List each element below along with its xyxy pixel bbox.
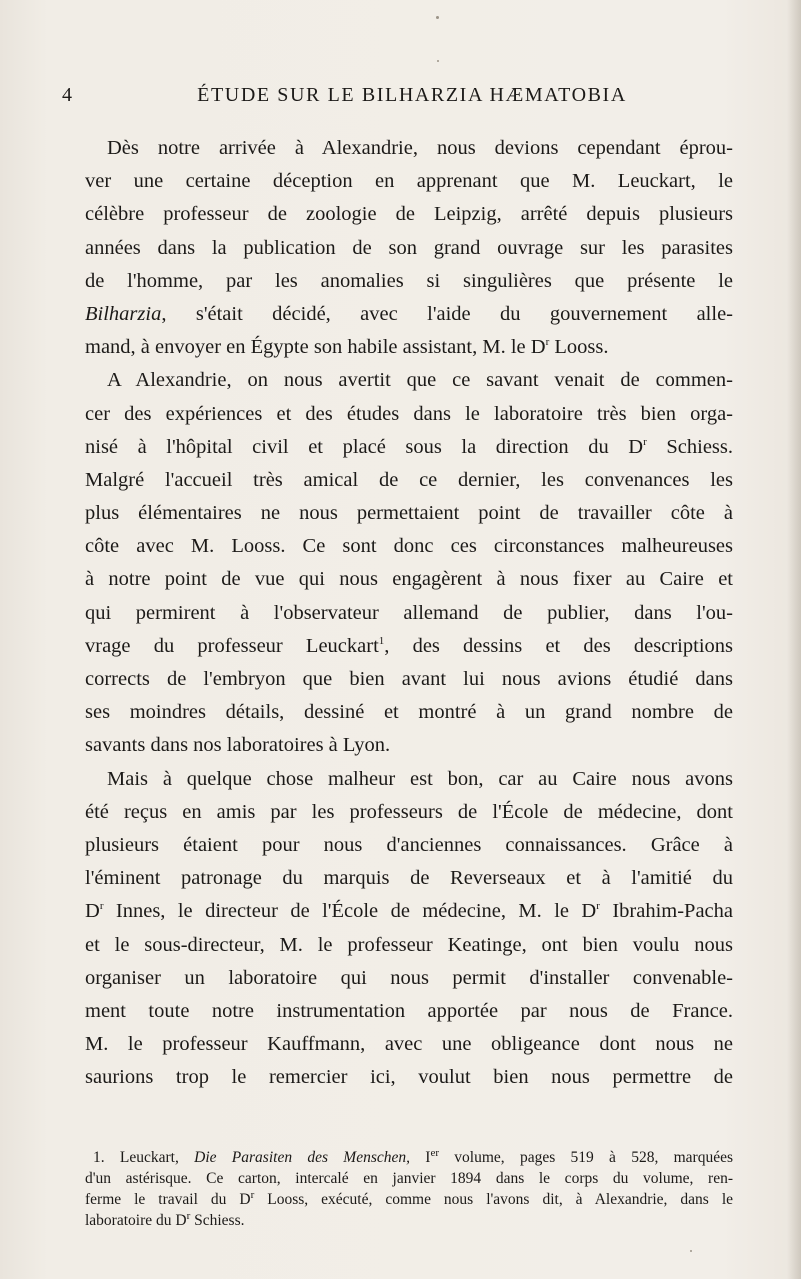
text-line: corrects de l'embryon que bien avant lui nous avions étudié dans: [85, 668, 733, 690]
footnote-line: [85, 1147, 733, 1168]
superscript: er: [430, 1146, 440, 1159]
superscript: r: [596, 900, 600, 913]
body-text: [85, 132, 733, 1094]
text-line: saurions trop le remercier ici, voulut bien nous permettre de: [85, 1066, 733, 1089]
text-line: Dès notre arrivée à Alexandrie, nous devions cependant éprou-: [107, 137, 733, 159]
superscript: r: [643, 435, 647, 448]
text-line: organiser un laboratoire qui nous permit d'installer convenable-: [85, 966, 733, 989]
text-fragment: mand, à envoyer en Égypte son habile assistant, M. le D: [85, 336, 546, 359]
text-line: Malgré l'accueil très amical de ce dernier, les convenances les: [85, 468, 733, 491]
text-fragment: Schiess.: [646, 435, 733, 458]
running-title: ÉTUDE SUR LE BILHARZIA HÆMATOBIA: [197, 84, 627, 106]
text-line: l'éminent patronage du marquis de Reverseaux et à l'amitié du: [85, 867, 733, 890]
text-fragment: ferme le travail du D: [85, 1191, 251, 1208]
text-line: ment toute notre instrumentation apportée par nous de France.: [85, 999, 733, 1022]
text-fragment: D: [85, 900, 100, 923]
text-fragment: Looss.: [549, 336, 609, 359]
text-fragment: vrage du professeur Leuckart: [85, 634, 379, 657]
page-number: 4: [62, 84, 72, 106]
text-fragment: , des dessins et des descriptions: [384, 634, 733, 657]
text-fragment: nisé à l'hôpital civil et placé sous la direction du D: [85, 435, 644, 458]
paragraph-2: [85, 763, 733, 1095]
text-line: à notre point de vue qui nous engagèrent à nous fixer au Caire et: [85, 568, 733, 591]
superscript: r: [186, 1209, 191, 1222]
superscript: r: [250, 1188, 255, 1201]
text-fragment: Looss, exécuté, comme nous l'avons dit, à Alexandrie, dans le: [254, 1191, 734, 1208]
text-line: ver une certaine déception en apprenant que M. Leuckart, le: [85, 170, 733, 193]
text-fragment: Schiess.: [190, 1212, 245, 1229]
footnote-author: Leuckart,: [119, 1149, 179, 1166]
text-line: plusieurs étaient pour nous d'anciennes connaissances. Grâce à: [85, 833, 733, 856]
text-line: Mais à quelque chose malheur est bon, car au Caire nous avons: [107, 767, 733, 790]
text-line: années dans la publication de son grand ouvrage sur les parasites: [85, 236, 733, 259]
paper-speck: [437, 60, 439, 62]
footnote-title: Die Parasiten des Menschen,: [194, 1149, 411, 1166]
text-fragment: , s'était décidé, avec l'aide du gouvernement alle-: [161, 302, 733, 325]
footnote-line: [85, 1189, 733, 1210]
text-line: et le sous-directeur, M. le professeur Keatinge, ont bien voulu nous: [85, 933, 733, 956]
text-line: [85, 331, 733, 364]
italic-term: Bilharzia: [85, 302, 162, 325]
text-line: côte avec M. Looss. Ce sont donc ces circonstances malheureuses: [85, 535, 733, 558]
text-fragment: volume, pages 519 à 528, marquées: [454, 1149, 733, 1166]
text-line: été reçus en amis par les professeurs de l'École de médecine, dont: [85, 800, 733, 823]
text-line: [85, 895, 733, 928]
footnote-line: d'un astérisque. Ce carton, intercalé en janvier 1894 dans le corps du volume, ren-: [85, 1170, 733, 1187]
text-line: qui permirent à l'observateur allemand de publier, dans l'ou-: [85, 601, 733, 624]
footnote-reference: 1: [378, 634, 385, 647]
text-fragment: Ibrahim-Pacha: [599, 900, 733, 923]
text-fragment: laboratoire du D: [85, 1212, 187, 1229]
text-line: ses moindres détails, dessiné et montré à un grand nombre de: [85, 701, 733, 724]
footnote: [85, 1147, 733, 1231]
footnote-number: 1.: [93, 1149, 105, 1166]
text-line: plus élémentaires ne nous permettaient point de travailler côte à: [85, 502, 733, 525]
paper-speck: [436, 16, 439, 19]
text-fragment: Innes, le directeur de l'École de médecine, M. le D: [103, 900, 597, 923]
text-line: A Alexandrie, on nous avertit que ce savant venait de commen-: [107, 369, 733, 392]
superscript: r: [545, 336, 550, 349]
footnote-line: [85, 1210, 733, 1231]
text-line: [85, 630, 733, 663]
text-line: savants dans nos laboratoires à Lyon.: [85, 734, 391, 757]
text-line: [85, 431, 733, 464]
text-line: célèbre professeur de zoologie de Leipzig, arrêté depuis plusieurs: [85, 203, 733, 226]
paragraph-1: [85, 132, 733, 763]
text-line: cer des expériences et des études dans le laboratoire très bien orga-: [85, 402, 733, 425]
text-line: de l'homme, par les anomalies si singulières que présente le: [85, 269, 733, 292]
footnote-volume: I: [425, 1149, 431, 1166]
page-edge-shadow: [787, 0, 801, 1279]
paper-speck: [690, 1250, 692, 1252]
text-line: [85, 298, 733, 331]
superscript: r: [99, 900, 104, 913]
page-header: [62, 84, 742, 114]
text-line: M. le professeur Kauffmann, avec une obligeance dont nous ne: [85, 1033, 733, 1056]
